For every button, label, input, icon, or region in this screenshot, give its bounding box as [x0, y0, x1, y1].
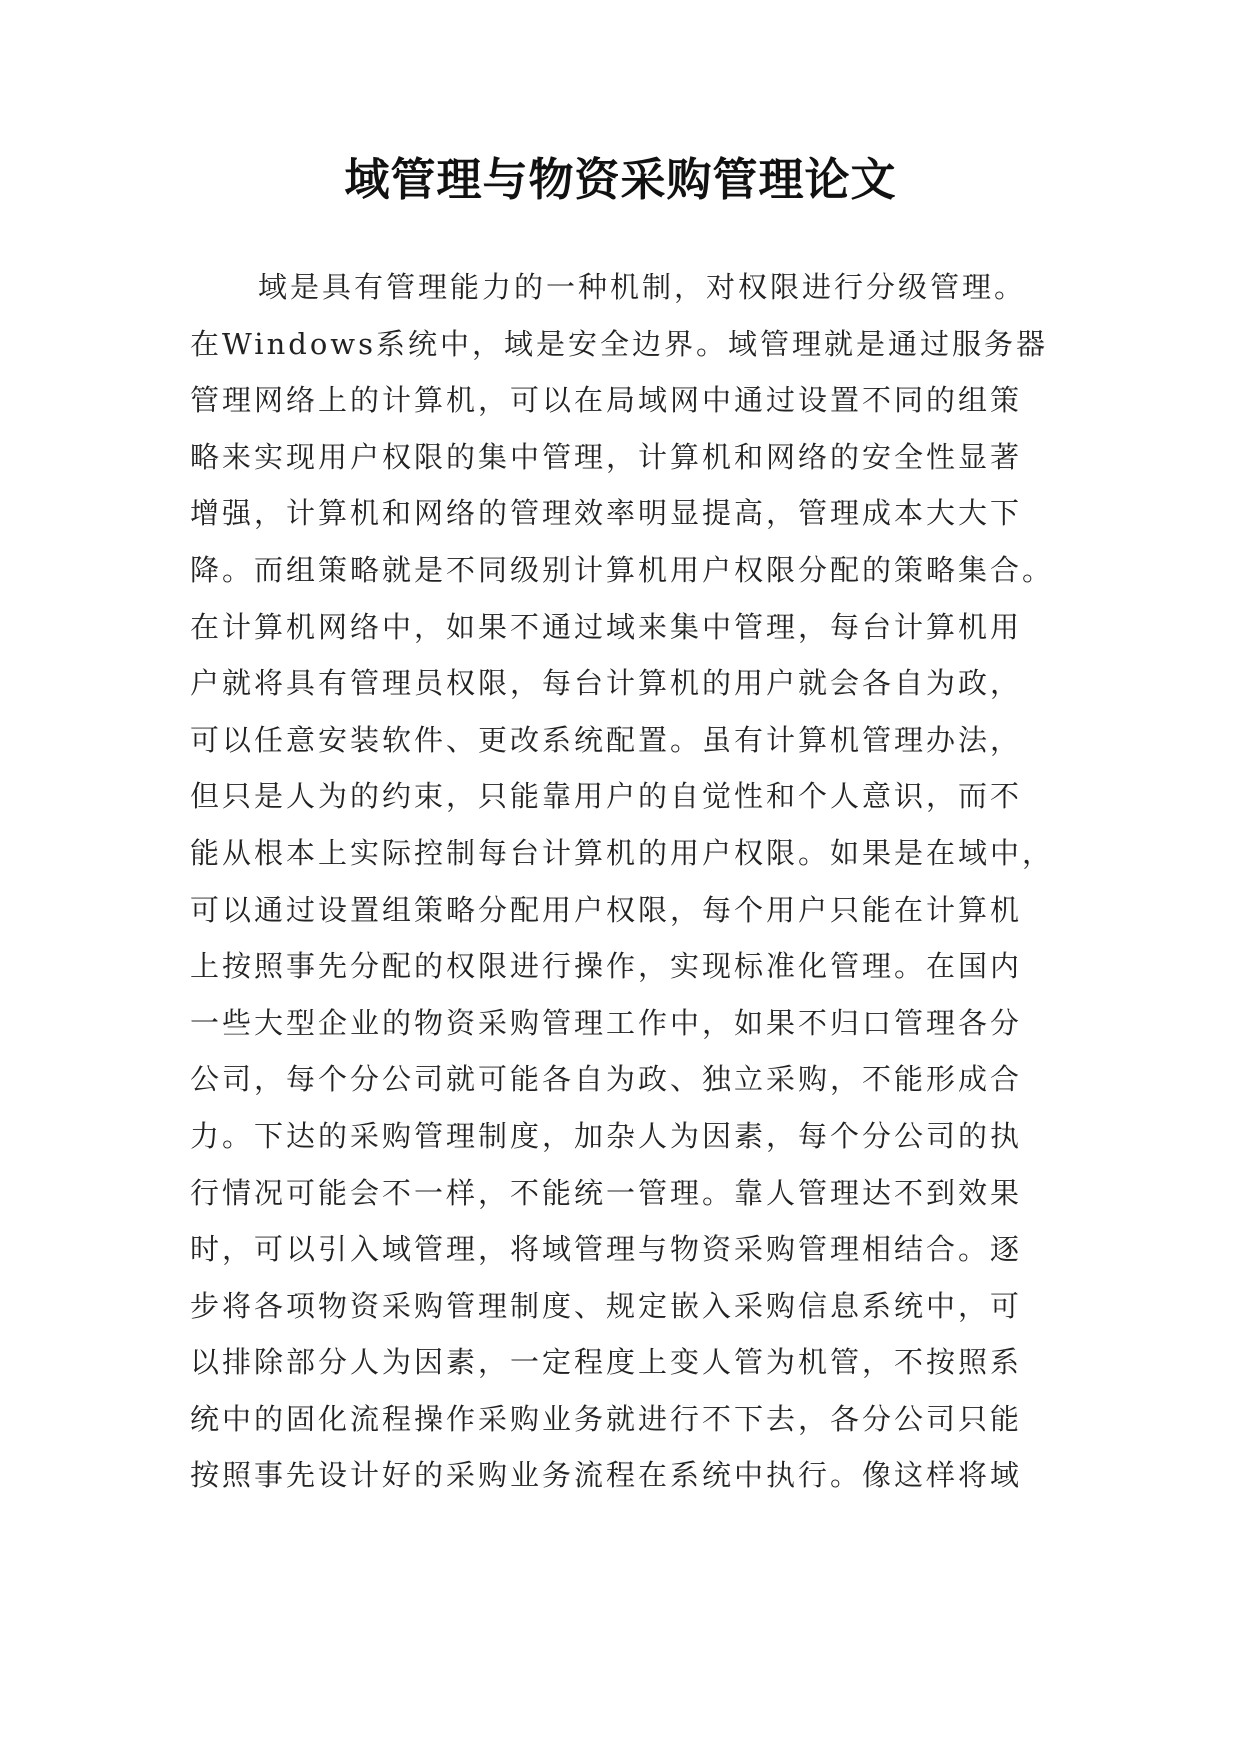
text-line: 在Windows系统中，域是安全边界。域管理就是通过服务器 [190, 326, 1048, 361]
text-line: 一些大型企业的物资采购管理工作中，如果不归口管理各分 [190, 1005, 1023, 1040]
text-line: 在计算机网络中，如果不通过域来集中管理，每台计算机用 [190, 609, 1023, 644]
text-line: 略来实现用户权限的集中管理，计算机和网络的安全性显著 [190, 439, 1023, 474]
text-line: 公司，每个分公司就可能各自为政、独立采购，不能形成合 [190, 1062, 1023, 1097]
text-line: 时，可以引入域管理，将域管理与物资采购管理相结合。逐 [190, 1232, 1023, 1267]
text-line: 步将各项物资采购管理制度、规定嵌入采购信息系统中，可 [190, 1288, 1023, 1323]
text-line: 按照事先设计好的采购业务流程在系统中执行。像这样将域 [190, 1458, 1023, 1493]
body-paragraph [190, 259, 1060, 1504]
text-line: 统中的固化流程操作采购业务就进行不下去，各分公司只能 [190, 1401, 1023, 1436]
text-line: 增强，计算机和网络的管理效率明显提高，管理成本大大下 [190, 496, 1023, 531]
text-line: 以排除部分人为因素，一定程度上变人管为机管，不按照系 [190, 1345, 1023, 1380]
text-line: 行情况可能会不一样，不能统一管理。靠人管理达不到效果 [190, 1175, 1023, 1210]
text-line: 可以任意安装软件、更改系统配置。虽有计算机管理办法， [190, 722, 1023, 757]
text-line: 力。下达的采购管理制度，加杂人为因素，每个分公司的执 [190, 1118, 1023, 1153]
text-line: 上按照事先分配的权限进行操作，实现标准化管理。在国内 [190, 949, 1023, 984]
text-line: 户就将具有管理员权限，每台计算机的用户就会各自为政， [190, 666, 1023, 701]
text-line: 但只是人为的约束，只能靠用户的自觉性和个人意识，而不 [190, 779, 1023, 814]
text-line: 域是具有管理能力的一种机制，对权限进行分级管理。 [258, 270, 1027, 304]
text-line: 可以通过设置组策略分配用户权限，每个用户只能在计算机 [190, 892, 1023, 927]
text-line: 管理网络上的计算机，可以在局域网中通过设置不同的组策 [190, 383, 1023, 418]
text-line: 能从根本上实际控制每台计算机的用户权限。如果是在域中， [190, 835, 1055, 870]
text-line: 降。而组策略就是不同级别计算机用户权限分配的策略集合。 [190, 552, 1055, 587]
document-title: 域管理与物资采购管理论文 [344, 153, 897, 206]
